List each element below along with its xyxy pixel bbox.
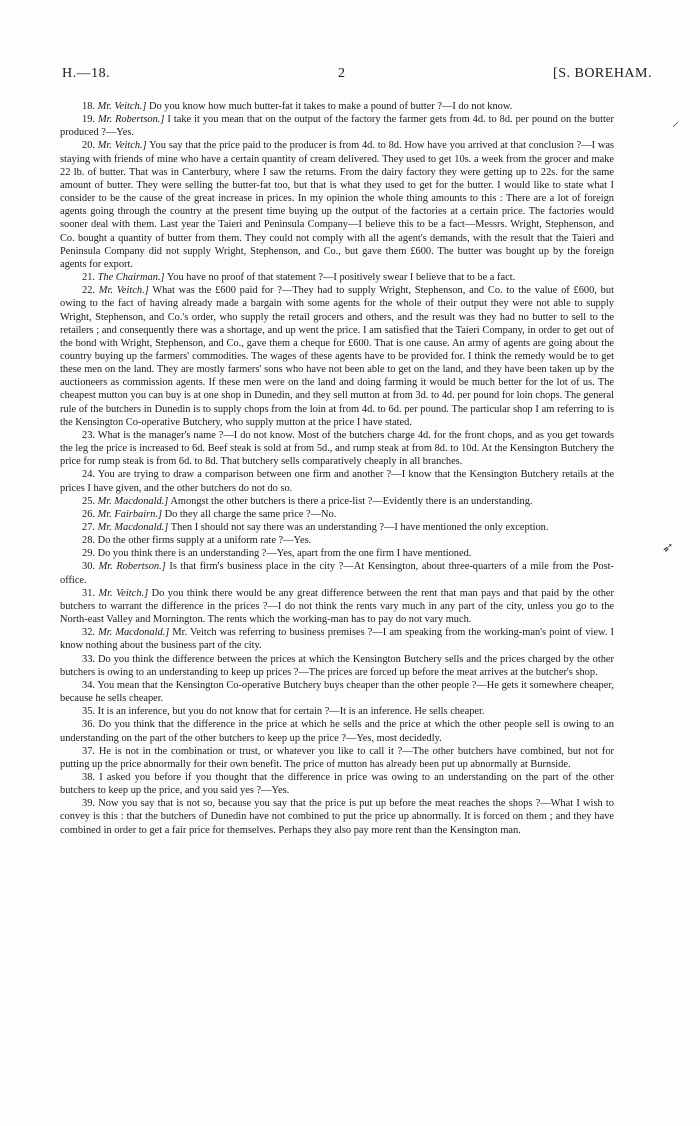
testimony-paragraph [60,705,614,718]
question-answer-text: You are trying to draw a comparison between one firm and another ?—I know that the Kensington Butchery retails at the prices I have given, and the other butchers do not do so. [60,469,614,494]
question-number: 22. [82,285,95,297]
question-number: 31. [82,587,95,599]
speaker-name: Mr. Macdonald.] [98,627,170,639]
question-answer-text: I take it you mean that on the output of the factory the farmer gets from 4d. to 8d. per pound on the butter produced ?—Yes. [60,114,614,139]
speaker-name: Mr. Veitch.] [97,140,147,152]
question-answer-text: I asked you before if you thought that the difference in price was owing to an understanding on the part of the other butchers to keep up the price, and you said yes ?—Yes. [60,771,614,797]
question-number: 23. [82,429,95,441]
witness-name: [S. BOREHAM. [553,66,652,81]
question-number: 20. [82,140,95,152]
question-number: 35. [82,706,95,718]
testimony-paragraph [60,560,614,586]
question-number: 29. [82,548,95,560]
speaker-name: The Chairman.] [97,272,165,284]
report-code: H.—18. [62,66,111,81]
question-number: 19. [82,114,95,126]
question-number: 28. [82,535,95,547]
question-number: 26. [82,508,95,520]
question-answer-text: Now you say that is not so, because you say that the price is put up before the meat reaches the shops ?—What I wish to convey is this : that the butchers of Dunedin have not combined to put the price up abnormally. It is forced on them ; and they have combined in order to get a fair price for themselves. Perhaps they also pay more rent than the Kensington man. [60,798,614,836]
page-header [62,66,652,86]
question-answer-text: You mean that the Kensington Co-operative Butchery buys cheaper than the other people ?—He gets it somewhere cheaper, because he sells cheaper. [60,679,614,705]
question-number: 27. [82,522,95,533]
question-answer-text: What is the manager's name ?—I do not know. Most of the butchers charge 4d. for the front chops, and as you get towards the leg the price is increased to 6d. Beef steak is sold at from 5d., and rump steak at from 8d. to 10d. At the Kensington Butchery the price for rump steak is from 6d. to 8d. That butchery sells comparatively cheaply in all branches. [60,429,614,468]
question-number: 37. [82,745,95,757]
speaker-name: Mr. Robertson.] [98,561,166,573]
speaker-name: Mr. Veitch.] [98,587,149,599]
testimony-paragraph [60,468,614,494]
testimony-paragraph [60,587,614,626]
question-answer-text: You say that the price paid to the producer is from 4d. to 8d. How have you arrived at that conclusion ?—I was staying with friends of mine who have a certain quantity of cream delivered. They used to get 10s. a week from the grocer and make 22 lb. of butter. That was in Canterbury, where I saw the returns. From the dairy factory they were getting up to 22s. for the same amount of butter. They were selling the butter-fat too, but that is what they used to get for the butter. I would like to state what I consider to be the cause of the great increase in prices. In my opinion the whole thing amounts to this : There are a lot of foreign agents going through the country at the present time buying up the output of the factories at a certain price. The factories would sooner deal with them. Last year the Taieri and Peninsula Company—I believe this to be a fact—Messrs. Wright, Stephenson, and Co. bought a quantity of butter from them. They could not comply with all the agent's demands, with the result that the Taieri and Peninsula Company did not supply Wright, Stephenson, and Co., but gave them £600. The butter was bought up by the foreign agents for export. [60,140,614,270]
testimony-paragraph [60,771,614,797]
testimony-paragraph [60,679,614,705]
testimony-paragraph [60,113,614,139]
question-number: 38. [82,771,95,783]
question-answer-text: What was the £600 paid for ?—They had to supply Wright, Stephenson, and Co. to the value of £600, but owing to the fact of having already made a bargain with some agents for the whole of their output they were not able to supply Wright, Stephenson, and Co.'s order, who supply the retail grocers and others, and the result was they had no butter to sell to the retailers ; and consequently there was a shortage, and up went the price. I am satisfied that the Taieri Company, in order to get out of the bond with Wright, Stephenson, and Co., gave them a cheque for £600. That is one cause. An army of agents are going about the country buying up the farmers' commodities. The wages of these agents have to be provided for. I think the remedy would be to get these men on the land. They are mostly farmers' sons who have not been able to get on the land, and they have been taken up by the auctioneers as commission agents. If these men were on the land and doing farming it would be much better for the lot of us. The cheapest mutton you can buy is at one shop in Dunedin, and they sell mutton at from 3d. to 4d. per pound for loin chops. The general rule of the butchers in Dunedin is to supply chops from the loin at from 4d. to 6d. per pound. The particular shop I am referring to is the Kensington Co-operative Butchery, who supply mutton at the price I have stated. [60,285,614,428]
testimony-paragraph [60,653,614,679]
speaker-name: Mr. Fairbairn.] [97,508,162,520]
question-answer-text: Do you think that the difference in the price at which he sells and the price at which the other people sell is owing to an understanding on the part of the other butchers to keep up the price ?—Yes, most decidedly. [60,719,614,744]
question-number: 25. [82,495,95,507]
question-answer-text: Do they all charge the same price ?—No. [164,508,337,520]
question-answer-text: Do you think the difference between the prices at which the Kensington Butchery sells and the prices charged by the other butchers is owing to an understanding to keep up prices ?—The prices are forced up before the meat arrives at the butcher's shop. [60,653,614,678]
testimony-paragraph [60,508,614,521]
question-number: 18. [82,101,95,112]
question-number: 36. [82,719,95,731]
question-answer-text: Is that firm's business place in the city ?—At Kensington, about three-quarters of a mile from the Post-office. [60,561,614,586]
speaker-name: Mr. Veitch.] [98,285,149,297]
testimony-paragraph [60,429,614,468]
question-answer-text: Mr. Veitch was referring to business premises ?—I am speaking from the working-man's point of view. I know nothing about the business part of the city. [60,627,614,652]
margin-arrow-icon: ➶ [662,541,674,556]
testimony-paragraph [60,718,614,744]
question-number: 33. [82,653,95,665]
margin-mark-icon: ⸝ [672,115,679,130]
question-number: 39. [82,798,95,810]
testimony-paragraph [60,100,614,113]
testimony-paragraph [60,534,614,547]
question-answer-text: You have no proof of that statement ?—I positively swear I believe that to be a fact. [166,272,516,284]
question-answer-text: It is an inference, but you do not know that for certain ?—It is an inference. He sells cheaper. [97,706,485,718]
question-answer-text: Amongst the other butchers is there a price-list ?—Evidently there is an understanding. [170,495,533,507]
speaker-name: Mr. Veitch.] [97,101,147,112]
testimony-paragraph [60,626,614,652]
question-answer-text: Do you think there would be any great difference between the rent that man pays and that paid by the other butchers to warrant the difference in the prices ?—I do not think the rents vary much in any part of the city, unless you go to the North-east Valley and Mornington. The rents which the working-man has to pay do not vary much. [60,587,614,626]
testimony-paragraph [60,547,614,560]
speaker-name: Mr. Robertson.] [97,114,165,126]
testimony-paragraph [60,284,614,429]
speaker-name: Mr. Macdonald.] [97,495,169,507]
testimony-paragraph [60,745,614,771]
question-answer-text: He is not in the combination or trust, or whatever you like to call it ?—The other butchers have combined, but not for putting up the price abnormally for their own benefit. The price of mutton has already been put up abnormally at Burnside. [60,745,614,770]
testimony-paragraph [60,139,614,271]
question-number: 21. [82,272,95,284]
testimony-paragraph [60,271,614,284]
speaker-name: Mr. Macdonald.] [97,522,169,533]
question-number: 32. [82,627,95,639]
question-number: 34. [82,679,95,691]
question-number: 30. [82,561,95,573]
testimony-paragraph [60,495,614,508]
question-answer-text: Do you think there is an understanding ?—Yes, apart from the one firm I have mentioned. [97,548,472,560]
question-answer-text: Then I should not say there was an understanding ?—I have mentioned the only exception. [170,522,549,533]
testimony-paragraph [60,521,614,534]
question-number: 24. [82,469,95,481]
page-number: 2 [338,66,345,81]
question-answer-text: Do the other firms supply at a uniform rate ?—Yes. [97,535,312,547]
testimony-body [60,100,614,837]
question-answer-text: Do you know how much butter-fat it takes to make a pound of butter ?—I do not know. [149,101,513,112]
testimony-paragraph [60,797,614,836]
